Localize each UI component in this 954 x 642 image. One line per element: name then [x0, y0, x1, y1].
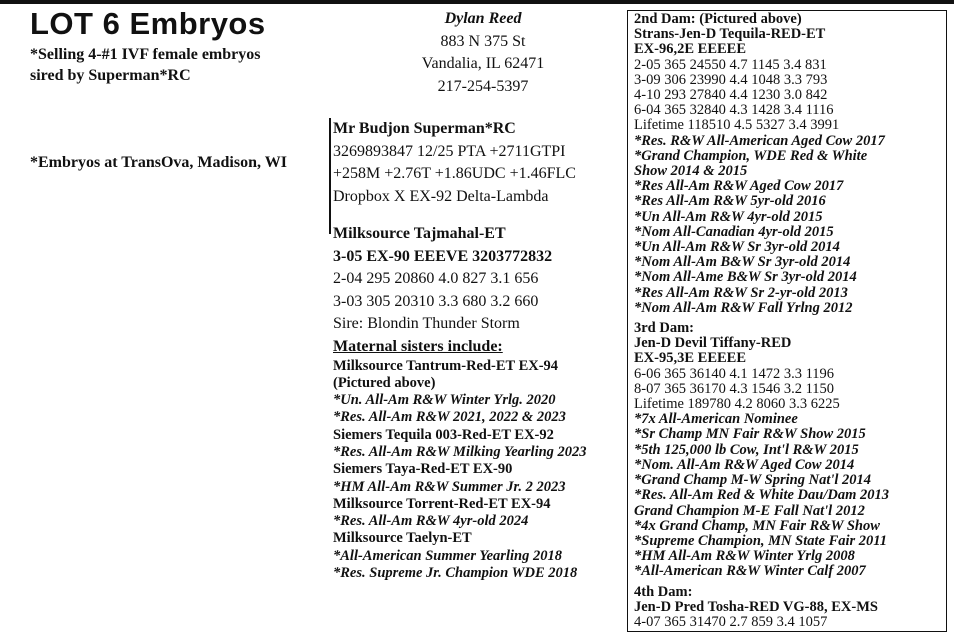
pedigree-line: *7x All-American Nominee: [634, 411, 798, 428]
pedigree-line: Jen-D Devil Tiffany-RED: [634, 335, 792, 352]
pedigree-line: EX-95,3E EEEEE: [634, 350, 746, 367]
pedigree-line: *Nom All-Canadian 4yr-old 2015: [634, 223, 834, 240]
pedigree-line: Lifetime 189780 4.2 8060 3.3 6225: [634, 396, 840, 413]
pedigree-line: Lifetime 118510 4.5 5327 3.4 3991: [634, 117, 840, 134]
pedigree-middle-column: [333, 118, 623, 582]
sire-line-3: Dropbox X EX-92 Delta-Lambda: [333, 187, 549, 205]
maternal-sister-line: *Res. All-Am R&W 2021, 2022 & 2023: [333, 409, 566, 426]
maternal-sister-line: Siemers Taya-Red-ET EX-90: [333, 461, 513, 478]
pedigree-line: *Un All-Am R&W Sr 3yr-old 2014: [634, 239, 840, 256]
maternal-sister-line: *HM All-Am R&W Summer Jr. 2 2023: [333, 478, 566, 495]
pedigree-line: *4x Grand Champ, MN Fair R&W Show: [634, 517, 880, 534]
pedigree-bracket-line: [329, 118, 331, 234]
pedigree-right-column: [634, 12, 946, 630]
top-rule: [0, 0, 954, 4]
pedigree-line: 4-07 365 31470 2.7 859 3.4 1057: [634, 613, 828, 630]
maternal-sisters-heading: Maternal sisters include:: [333, 337, 503, 355]
dam-name: Milksource Tajmahal-ET: [333, 225, 506, 242]
dam-score: 3-05 EX-90 EEEVE 3203772832: [333, 247, 553, 265]
maternal-sister-line: *Res. All-Am R&W Milking Yearling 2023: [333, 443, 587, 460]
pedigree-line: 6-04 365 32840 4.3 1428 3.4 1116: [634, 102, 834, 119]
maternal-sister-line: *All-American Summer Yearling 2018: [333, 547, 562, 564]
maternal-sister-line: Milksource Torrent-Red-ET EX-94: [333, 495, 551, 512]
dam-record-2: 3-03 305 20310 3.3 680 3.2 660: [333, 292, 539, 310]
pedigree-line: *HM All-Am R&W Winter Yrlg 2008: [634, 548, 855, 565]
dam-record-1: 2-04 295 20860 4.0 827 3.1 656: [333, 270, 539, 287]
consignor-block: [398, 8, 568, 98]
pedigree-line: *5th 125,000 lb Cow, Int'l R&W 2015: [634, 441, 859, 458]
pedigree-line: Grand Champion M-E Fall Nat'l 2012: [634, 502, 865, 519]
pedigree-line: *Nom. All-Am R&W Aged Cow 2014: [634, 456, 855, 473]
dam-sire: Sire: Blondin Thunder Storm: [333, 315, 520, 332]
pedigree-line: 4-10 293 27840 4.4 1230 3.0 842: [634, 87, 828, 104]
maternal-sister-line: Milksource Tantrum-Red-ET EX-94: [333, 357, 559, 374]
pedigree-line: *Nom All-Am B&W Sr 3yr-old 2014: [634, 254, 851, 271]
consignor-phone: 217-254-5397: [437, 77, 529, 95]
pedigree-line: *Res All-Am R&W 5yr-old 2016: [634, 193, 826, 210]
pedigree-line: Strans-Jen-D Tequila-RED-ET: [634, 26, 826, 43]
maternal-sister-line: *Res. Supreme Jr. Champion WDE 2018: [333, 565, 578, 582]
pedigree-line: *Res All-Am R&W Sr 2-yr-old 2013: [634, 284, 848, 301]
selling-description: [30, 44, 260, 86]
pedigree-line: 2-05 365 24550 4.7 1145 3.4 831: [634, 56, 827, 73]
pedigree-line: *Nom All-Am R&W Fall Yrlng 2012: [634, 299, 853, 316]
spacer: [333, 208, 623, 223]
pedigree-line: 6-06 365 36140 4.1 1472 3.3 1196: [634, 365, 835, 382]
pedigree-line: *Res. All-Am Red & White Dau/Dam 2013: [634, 487, 889, 504]
pedigree-line: 4th Dam:: [634, 583, 693, 600]
pedigree-line: Jen-D Pred Tosha-RED VG-88, EX-MS: [634, 598, 878, 615]
pedigree-line: 3-09 306 23990 4.4 1048 3.3 793: [634, 71, 828, 88]
selling-line-1: *Selling 4-#1 IVF female embryos: [30, 46, 261, 63]
pedigree-line: EX-96,2E EEEEE: [634, 41, 746, 58]
embryo-location: *Embryos at TransOva, Madison, WI: [30, 154, 287, 171]
pedigree-line: *Nom All-Ame B&W Sr 3yr-old 2014: [634, 269, 857, 286]
consignor-city: Vandalia, IL 62471: [421, 55, 545, 72]
pedigree-line: *Un All-Am R&W 4yr-old 2015: [634, 208, 823, 225]
maternal-sisters-list: [333, 358, 623, 583]
consignor-name: Dylan Reed: [444, 10, 522, 27]
pedigree-line: 8-07 365 36170 4.3 1546 3.2 1150: [634, 380, 835, 397]
pedigree-line: *Grand Champion, WDE Red & White: [634, 147, 868, 164]
pedigree-line: 3rd Dam:: [634, 320, 695, 337]
sire-line-1: 3269893847 12/25 PTA +2711GTPI: [333, 142, 566, 160]
maternal-sister-line: *Un. All-Am R&W Winter Yrlg. 2020: [333, 392, 556, 409]
pedigree-line: *Grand Champ M-W Spring Nat'l 2014: [634, 472, 872, 489]
pedigree-line: *Res. R&W All-American Aged Cow 2017: [634, 132, 885, 149]
maternal-sister-line: (Pictured above): [333, 374, 436, 391]
sire-name: Mr Budjon Superman*RC: [333, 120, 516, 137]
lot-title: LOT 6 Embryos: [30, 6, 266, 41]
consignor-street: 883 N 375 St: [440, 32, 526, 50]
pedigree-line: *Res All-Am R&W Aged Cow 2017: [634, 178, 844, 195]
sire-line-2: +258M +2.76T +1.86UDC +1.46FLC: [333, 165, 576, 182]
maternal-sister-line: *Res. All-Am R&W 4yr-old 2024: [333, 513, 529, 530]
selling-line-2: sired by Superman*RC: [30, 67, 191, 84]
pedigree-line: *All-American R&W Winter Calf 2007: [634, 563, 866, 580]
pedigree-line: *Supreme Champion, MN State Fair 2011: [634, 532, 887, 549]
pedigree-line: Show 2014 & 2015: [634, 163, 748, 180]
maternal-sister-line: Siemers Tequila 003-Red-ET EX-92: [333, 426, 554, 443]
pedigree-line: *Sr Champ MN Fair R&W Show 2015: [634, 426, 866, 443]
maternal-sister-line: Milksource Taelyn-ET: [333, 530, 472, 547]
pedigree-line: 2nd Dam: (Pictured above): [634, 11, 802, 27]
